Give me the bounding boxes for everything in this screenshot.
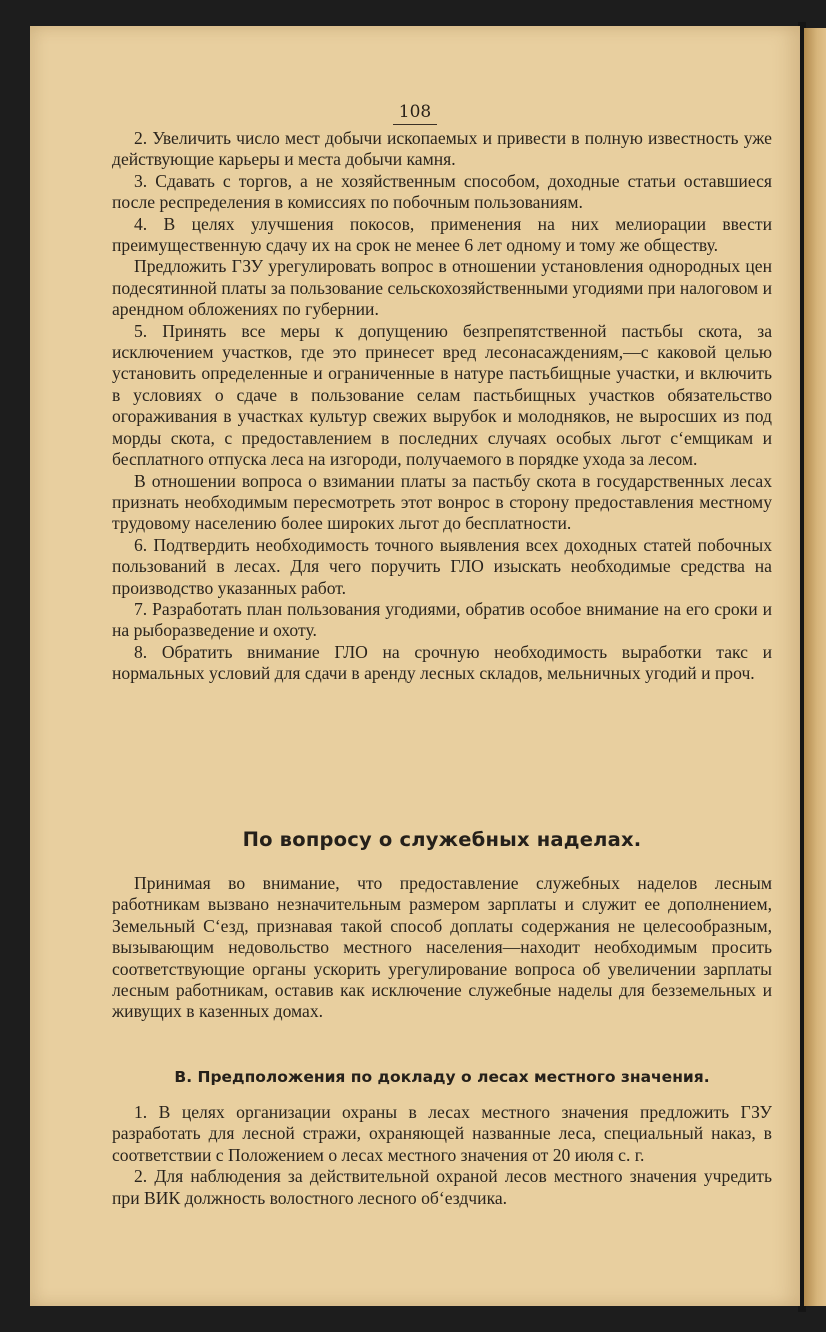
paragraph: 6. Подтвердить необходимость точного выявления всех доходных статей побочных пользований в лесах. Для чего поручить ГЛО изыскать необходимые средства на производство указанных работ. xyxy=(112,534,772,598)
paragraph: 4. В целях улучшения покосов, применения на них мелиорации ввести преимущественную сдачу их на срок не менее 6 лет одному и тому же обществу. xyxy=(112,213,772,256)
paragraph: 2. Увеличить число мест добычи ископаемых и привести в полную известность уже действующие карьеры и места добычи камня. xyxy=(112,128,772,170)
page-number: 108 xyxy=(30,102,800,125)
section-3-text xyxy=(112,1102,772,1209)
paragraph: В отношении вопроса о взимании платы за пастьбу скота в государственных лесах признать необходимым пересмотреть этот вонрос в сторону предоставления местному трудовому населению более широких льгот до бесплатности. xyxy=(112,470,772,534)
paragraph: 8. Обратить внимание ГЛО на срочную необходимость выработки такс и нормальных условий для сдачи в аренду лесных складов, мельничных угодий и проч. xyxy=(112,641,772,684)
paragraph: Принимая во внимание, что предоставление служебных наделов лесным работникам вызвано незначительным размером зарплаты и служит ее дополнением, Земельный С‘езд, признавая такой способ доплаты содержания не целесообразным, вызывающим недовольство местного населения—находит необходимым просить соответствующие органы ускорить урегулирование вопроса об увеличении зарплаты лесным работникам, оставив как исключение служебные наделы для безземельных и живущих в казенных домах. xyxy=(112,873,772,1022)
paragraph: 2. Для наблюдения за действительной охраной лесов местного значения учредить при ВИК должность волостного лесного об‘ездчика. xyxy=(112,1166,772,1208)
paragraph: 7. Разработать план пользования угодиями, обратив особое внимание на его сроки и на рыборазведение и охоту. xyxy=(112,598,772,641)
paragraph: 3. Сдавать с торгов, а не хозяйственным способом, доходные статьи оставшиеся после респределения в комиссиях по побочным пользованиям. xyxy=(112,170,772,213)
paragraph: 1. В целях организации охраны в лесах местного значения предложить ГЗУ разработать для лесной стражи, охраняющей названные леса, специальный наказ, в соответствии с Положением о лесах местного значения от 20 июля с. г. xyxy=(112,1102,772,1165)
section-heading-service-allotments: По вопросу о служебных наделах. xyxy=(242,828,642,851)
paragraph: Предложить ГЗУ урегулировать вопрос в отношении установления однородных цен подесятинной платы за пользование сельскохозяйственными угодиями при налоговом и арендном обложениях по губернии. xyxy=(112,256,772,320)
section-2-text xyxy=(112,873,772,1023)
paragraph: 5. Принять все меры к допущению безпрепятственной пастьбы скота, за исключением участков, где это принесет вред лесонасаждениям,—с каковой целью установить определенные и ограниченные в натуре пастьбищные участки, и включить в условиях о сдаче в пользование селам пастьбищных участков обязательство огораживания в участках культур свежих вырубок и молодняков, не выросших из под морды скота, с предоставлением в последних случаях особых льгот с‘емщикам и бесплатного отпуска леса на изгороди, получаемого в порядке ухода за лесом. xyxy=(112,320,772,470)
next-page-edge xyxy=(804,28,826,1306)
section-1-text xyxy=(112,128,772,685)
section-heading-local-forests: В. Предположения по докладу о лесах местного значения. xyxy=(174,1068,710,1086)
